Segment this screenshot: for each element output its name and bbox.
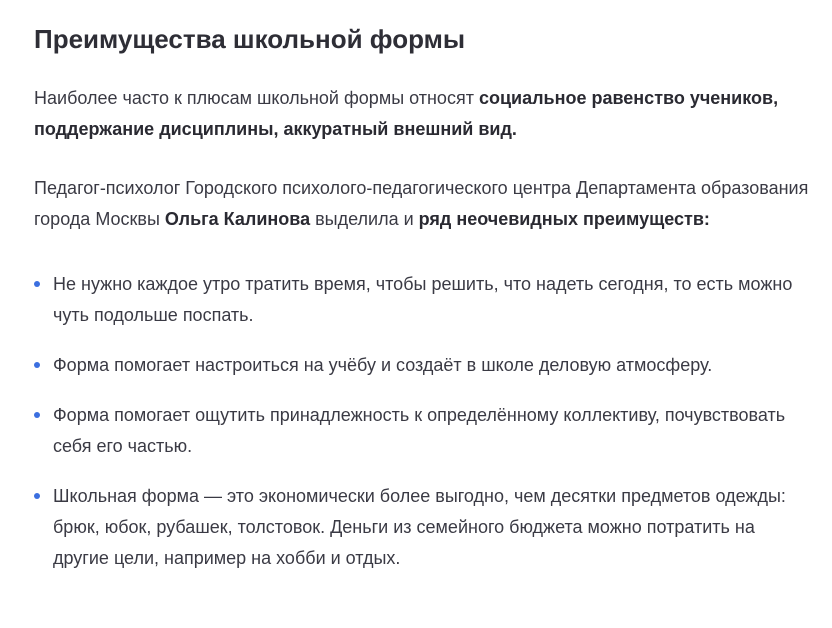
- article: [34, 0, 814, 593]
- list-item-text: Форма помогает ощутить принадлежность к определённому коллективу, почувствовать себя его частью.: [53, 405, 786, 456]
- list-item-text: Форма помогает настроиться на учёбу и создаёт в школе деловую атмосферу.: [53, 355, 713, 375]
- intro-text: Наиболее часто к плюсам школьной формы относят: [34, 88, 479, 108]
- psychologist-paragraph: [34, 173, 814, 235]
- list-item: [34, 400, 814, 462]
- bullet-dot-icon: [34, 412, 40, 418]
- intro-paragraph: [34, 83, 814, 145]
- psychologist-text-1: Педагог-психолог Городского психолого-педагогического центра Департамента образования города Москвы: [34, 178, 809, 229]
- article-title: Преимущества школьной формы: [34, 24, 466, 54]
- bullet-dot-icon: [34, 281, 40, 287]
- bullet-dot-icon: [34, 493, 40, 499]
- psychologist-bold-text: ряд неочевидных преимуществ:: [418, 209, 710, 229]
- list-item-text: Школьная форма — это экономически более выгодно, чем десятки предметов одежды: брюк, юбок, рубашек, толстовок. Деньги из семейного бюджета можно потратить на другие цели, например на хобби и отдых.: [53, 486, 786, 568]
- list-item: [34, 481, 814, 574]
- psychologist-name: Ольга Калинова: [164, 209, 311, 229]
- advantages-list: [34, 269, 814, 574]
- intro-bold-text: социальное равенство учеников, поддержание дисциплины, аккуратный внешний вид.: [34, 88, 779, 139]
- list-item: [34, 350, 814, 381]
- bullet-dot-icon: [34, 362, 40, 368]
- list-item: [34, 269, 814, 331]
- psychologist-text-2: выделила и: [310, 209, 419, 229]
- list-item-text: Не нужно каждое утро тратить время, чтобы решить, что надеть сегодня, то есть можно чуть подольше поспать.: [53, 274, 793, 325]
